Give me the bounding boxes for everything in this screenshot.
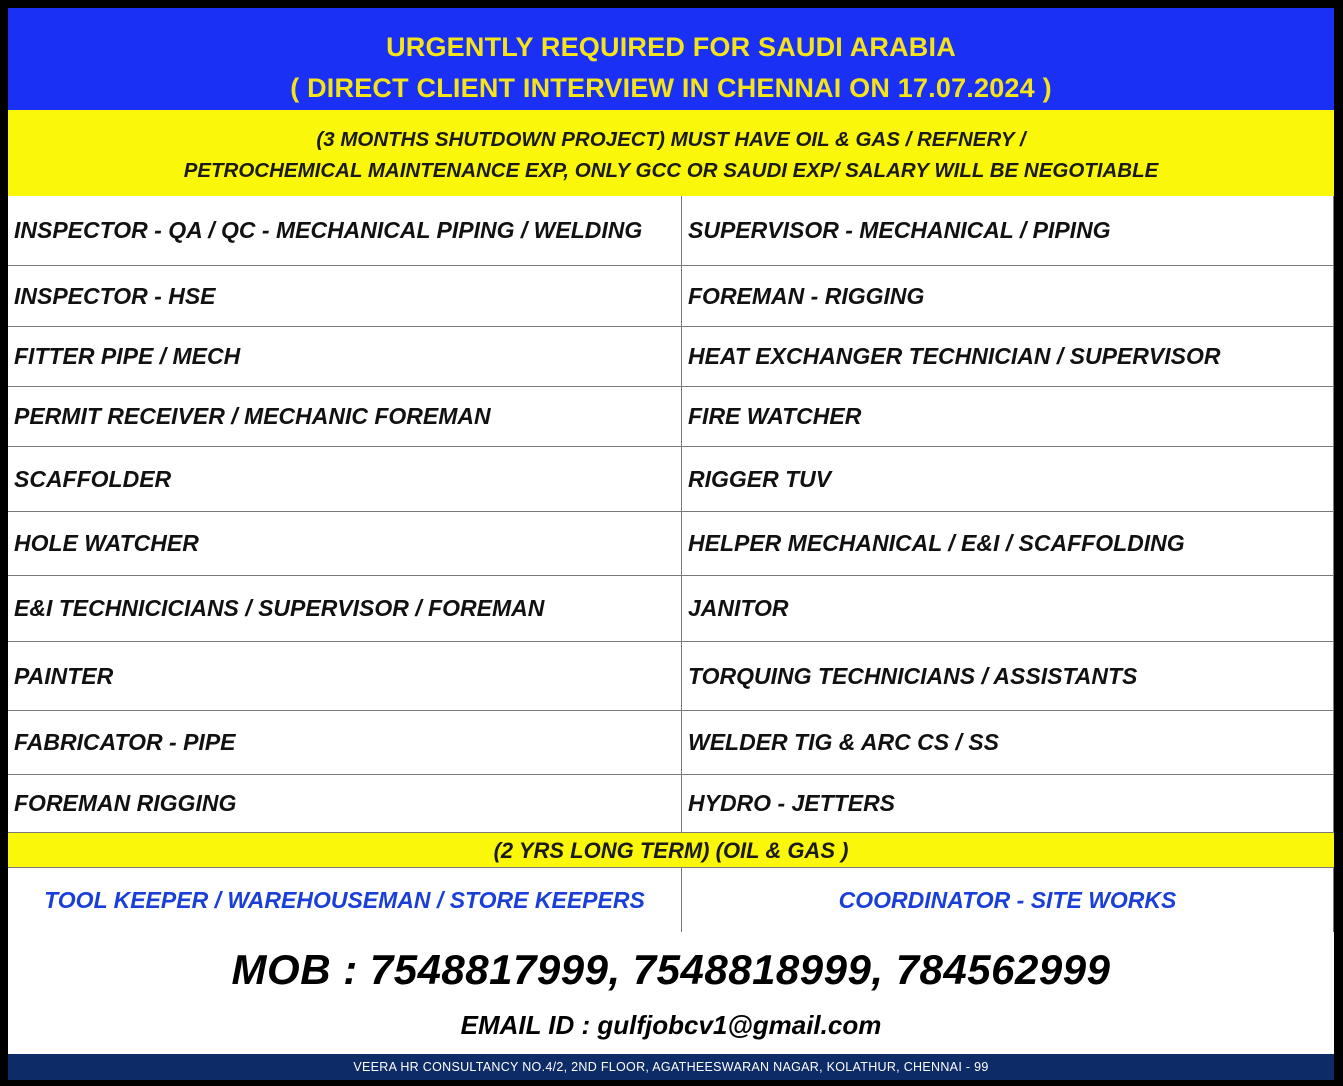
position-right: HELPER MECHANICAL / E&I / SCAFFOLDING	[682, 512, 1334, 576]
header-title: URGENTLY REQUIRED FOR SAUDI ARABIA	[386, 32, 956, 62]
position-right: HYDRO - JETTERS	[682, 775, 1334, 833]
position-right: HEAT EXCHANGER TECHNICIAN / SUPERVISOR	[682, 327, 1334, 387]
position-right: WELDER TIG & ARC CS / SS	[682, 711, 1334, 775]
long-term-right: COORDINATOR - SITE WORKS	[682, 868, 1334, 932]
position-right: RIGGER TUV	[682, 447, 1334, 512]
position-left: FABRICATOR - PIPE	[8, 711, 682, 775]
notice-line-1: (3 MONTHS SHUTDOWN PROJECT) MUST HAVE OIL & GAS / REFNERY /	[316, 128, 1026, 151]
position-right: JANITOR	[682, 576, 1334, 642]
position-right: FIRE WATCHER	[682, 387, 1334, 447]
notice-line-2: PETROCHEMICAL MAINTENANCE EXP, ONLY GCC OR SAUDI EXP/ SALARY WILL BE NEGOTIABLE	[183, 159, 1159, 182]
header-interview-line: ( DIRECT CLIENT INTERVIEW IN CHENNAI ON 17.07.2024 )	[290, 73, 1052, 103]
long-term-heading: (2 YRS LONG TERM) (OIL & GAS )	[8, 833, 1334, 868]
position-left: PAINTER	[8, 642, 682, 711]
position-left: E&I TECHNICICIANS / SUPERVISOR / FOREMAN	[8, 576, 682, 642]
notice-banner	[8, 110, 1334, 196]
position-left: SCAFFOLDER	[8, 447, 682, 512]
position-left: INSPECTOR - HSE	[8, 266, 682, 327]
header-banner	[8, 8, 1334, 110]
position-left: HOLE WATCHER	[8, 512, 682, 576]
mobile-numbers: MOB : 7548817999, 7548818999, 784562999	[231, 946, 1111, 993]
position-left: FOREMAN RIGGING	[8, 775, 682, 833]
email-address: EMAIL ID : gulfjobcv1@gmail.com	[460, 1010, 882, 1040]
position-right: SUPERVISOR - MECHANICAL / PIPING	[682, 196, 1334, 266]
contact-section	[8, 932, 1334, 1054]
position-left: PERMIT RECEIVER / MECHANIC FOREMAN	[8, 387, 682, 447]
position-right: TORQUING TECHNICIANS / ASSISTANTS	[682, 642, 1334, 711]
footer-address: VEERA HR CONSULTANCY NO.4/2, 2ND FLOOR, AGATHEESWARAN NAGAR, KOLATHUR, CHENNAI - 99	[8, 1054, 1334, 1080]
position-left: INSPECTOR - QA / QC - MECHANICAL PIPING / WELDING	[8, 196, 682, 266]
position-left: FITTER PIPE / MECH	[8, 327, 682, 387]
long-term-left: TOOL KEEPER / WAREHOUSEMAN / STORE KEEPERS	[8, 868, 682, 932]
position-right: FOREMAN - RIGGING	[682, 266, 1334, 327]
